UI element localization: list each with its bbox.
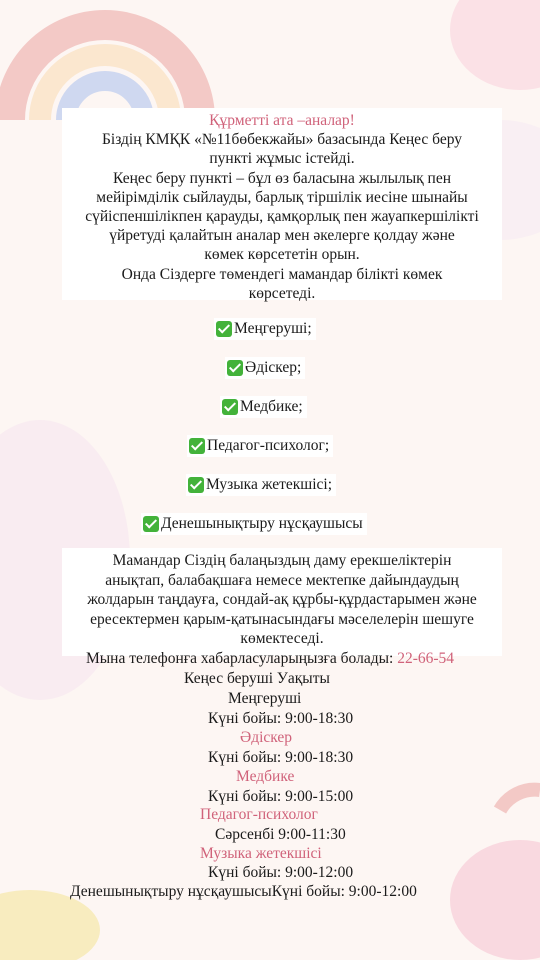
help-card [62,548,502,656]
check-icon [188,477,204,493]
check-icon [143,516,159,532]
intro-line: көрсетеді. [248,284,316,302]
schedule-role: Меңгеруші [228,690,302,707]
schedule-header: Кеңес беруші Уақыты [184,670,330,687]
specialist-label: Педагог-психолог; [207,437,330,454]
specialist-label: Меңгеруші; [234,320,312,337]
intro-card [62,108,502,300]
intro-line: Онда Сіздерге төмендегі мамандар білікті көмек [121,265,443,283]
greeting-heading: Құрметті ата –аналар! [209,112,355,129]
specialist-item [186,474,336,496]
intro-line: Біздің КМҚК «№11бөбекжайы» базасында Кеңес беру [102,131,462,149]
schedule-time: Күні бойы: 9:00-15:00 [208,788,354,805]
specialist-label: Медбике; [240,398,303,415]
schedule-time: Күні бойы: 9:00-18:30 [208,710,354,727]
schedule-time: Күні бойы: 9:00-12:00 [208,864,354,881]
check-icon [227,360,243,376]
specialist-label: Денешынықтыру нұсқаушысы [161,515,363,532]
check-icon [222,399,238,415]
help-line: жолдарын таңдауға, сондай-ақ құрбы-құрдастарымен және [87,591,477,609]
schedule-role: Әдіскер [240,729,293,746]
phone-number: 22-66-54 [397,650,455,667]
phone-text: Мына телефонға хабарласуларыңызға болады: [85,650,398,667]
help-line: Мамандар Сіздің балаңыздың даму ерекшеліктерін [112,552,452,569]
help-line: ересектермен қарым-қатынасындағы мәселелерін шешуге [90,610,474,628]
intro-line: Кеңес беру пункті – бұл өз баласына жылылық пен [112,169,452,187]
schedule-time: Күні бойы: 9:00-18:30 [208,749,354,766]
specialist-item [187,435,333,457]
schedule-role: Медбике [236,768,295,785]
schedule-last-line: Денешынықтыру нұсқаушысыКүні бойы: 9:00-12:00 [70,883,417,900]
schedule-role: Музыка жетекшісі [200,845,322,862]
schedule-time: Сәрсенбі 9:00-11:30 [215,826,346,843]
check-icon [216,321,232,337]
specialist-label: Музыка жетекшісі; [206,476,333,493]
intro-line: мейірімділік сыйлауды, барлық тіршілік иесіне шынайы [96,188,468,206]
intro-line: көмек көрсететін орын. [204,246,360,264]
help-line: анықтап, балабақшаға немесе мектепке дайындаудың [105,571,459,589]
intro-line: сүйіспеншілікпен қарауды, қамқорлық пен жауапкершілікті [85,208,479,226]
specialist-item [225,357,305,379]
schedule-role: Педагог-психолог [200,806,318,823]
specialist-item [214,318,316,340]
check-icon [189,438,205,454]
phone-line [0,650,540,668]
intro-line: пункті жұмыс істейді. [209,150,355,168]
help-line: көмектеседі. [240,630,324,648]
specialist-item [220,396,307,418]
intro-line: үйретуді қалайтын аналар мен әкелерге қолдау және [109,227,455,245]
specialist-item [141,513,367,535]
specialist-label: Әдіскер; [245,359,302,376]
